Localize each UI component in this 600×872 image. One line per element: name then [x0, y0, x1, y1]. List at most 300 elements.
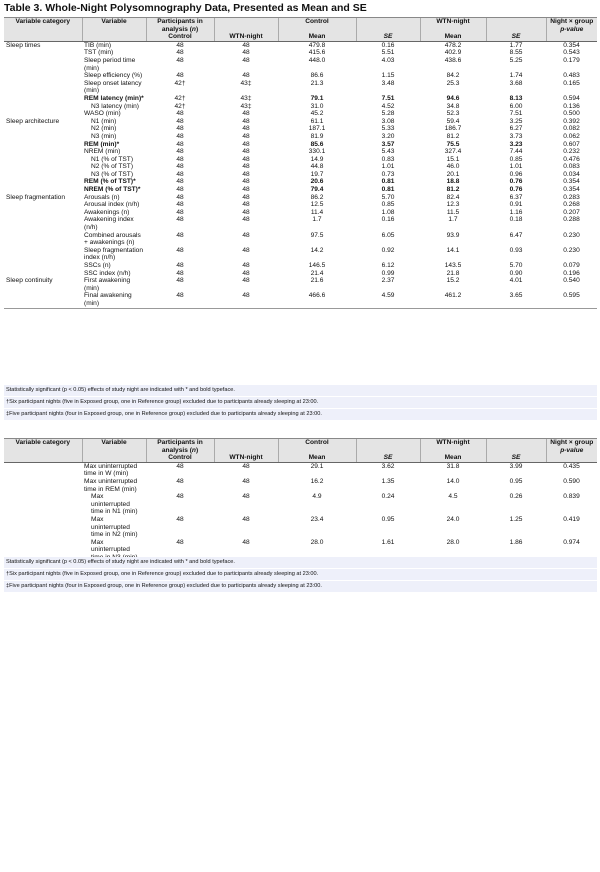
control-mean-cell: 31.0 — [310, 102, 324, 110]
variable-cell: Awakening index (n/h) — [84, 216, 134, 232]
table-row — [4, 178, 597, 186]
control-mean-cell: 448.0 — [308, 56, 326, 64]
wtn-mean-cell: 94.6 — [446, 94, 460, 102]
wtn-se-cell: 7.51 — [509, 110, 523, 118]
table2-body — [4, 462, 597, 562]
n-control-cell: 42† — [174, 94, 186, 102]
variable-cell: N1 (% of TST) — [91, 155, 134, 163]
header-control: Control — [278, 18, 356, 34]
p-value-cell: 0.607 — [563, 140, 580, 148]
p-value-cell: 0.034 — [563, 170, 580, 178]
p-value-cell: 0.136 — [563, 102, 580, 110]
control-mean-cell: 79.4 — [310, 186, 324, 194]
table-row — [4, 478, 597, 493]
n-control-cell: 48 — [176, 72, 184, 80]
subheader-control-mean: Mean — [278, 454, 356, 462]
variable-category-cell — [4, 209, 82, 217]
wtn-se-cell: 1.77 — [509, 41, 523, 49]
p-value-cell: 0.354 — [563, 41, 580, 49]
control-mean-cell: 21.6 — [310, 277, 324, 285]
n-wtn-cell: 48 — [242, 231, 250, 239]
subheader-wtn-night: WTN-night — [214, 454, 278, 462]
table-row — [4, 49, 597, 57]
wtn-se-cell: 3.73 — [509, 132, 523, 140]
n-control-cell: 48 — [176, 117, 184, 125]
control-se-cell: 5.28 — [381, 110, 395, 118]
wtn-se-cell: 0.93 — [509, 246, 523, 254]
control-mean-cell: 86.6 — [310, 72, 324, 80]
control-mean-cell: 20.6 — [310, 178, 324, 186]
variable-cell: TST (min) — [84, 49, 114, 57]
table-row — [4, 262, 597, 270]
wtn-se-cell: 1.25 — [509, 515, 523, 523]
variable-category-cell — [4, 72, 82, 80]
p-value-cell: 0.500 — [563, 110, 580, 118]
variable-cell: First awakening (min) — [84, 277, 131, 292]
variable-category-cell — [4, 95, 82, 103]
wtn-mean-cell: 11.5 — [446, 208, 460, 216]
control-mean-cell: 81.9 — [310, 132, 324, 140]
n-wtn-cell: 48 — [242, 140, 250, 148]
n-control-cell: 48 — [176, 170, 184, 178]
table-row — [4, 141, 597, 149]
control-se-cell: 1.35 — [381, 477, 395, 485]
wtn-mean-cell: 24.0 — [446, 515, 460, 523]
wtn-mean-cell: 327.4 — [444, 148, 462, 156]
n-wtn-cell: 48 — [242, 41, 250, 49]
n-wtn-cell: 48 — [242, 170, 250, 178]
n-control-cell: 48 — [176, 201, 184, 209]
wtn-mean-cell: 1.7 — [448, 216, 458, 224]
variable-cell: N2 (min) — [91, 125, 117, 133]
variable-cell: Sleep fragmentation index (n/h) — [84, 246, 144, 262]
variable-category-cell: Sleep times — [6, 41, 41, 49]
p-value-cell: 0.179 — [563, 56, 580, 64]
n-wtn-cell: 43‡ — [240, 94, 252, 102]
control-mean-cell: 12.5 — [310, 201, 324, 209]
n-wtn-cell: 48 — [242, 155, 250, 163]
wtn-se-cell: 0.26 — [509, 493, 523, 501]
p-value-cell: 0.268 — [563, 201, 580, 209]
n-wtn-cell: 43‡ — [240, 79, 252, 87]
header-blank — [356, 18, 420, 34]
table-row — [4, 270, 597, 278]
n-control-cell: 48 — [176, 155, 184, 163]
variable-category-cell — [4, 292, 82, 308]
n-wtn-cell: 48 — [242, 515, 250, 523]
control-mean-cell: 21.3 — [310, 79, 324, 87]
wtn-se-cell: 3.99 — [509, 462, 523, 470]
footnote-significance: Statistically significant (p < 0.05) effects of study night are indicated with * and bold typeface. — [4, 557, 597, 568]
control-mean-cell: 29.1 — [310, 462, 324, 470]
control-mean-cell: 21.4 — [310, 269, 324, 277]
wtn-se-cell: 6.37 — [509, 193, 523, 201]
table-row — [4, 133, 597, 141]
control-mean-cell: 14.2 — [310, 246, 324, 254]
control-mean-cell: 23.4 — [310, 515, 324, 523]
header-variable-category: Variable category — [4, 18, 82, 34]
wtn-mean-cell: 46.0 — [446, 163, 460, 171]
n-control-cell: 48 — [176, 148, 184, 156]
n-wtn-cell: 48 — [242, 56, 250, 64]
variable-cell: Combined arousals + awakenings (n) — [84, 231, 141, 247]
n-control-cell: 48 — [176, 56, 184, 64]
n-wtn-cell: 48 — [242, 262, 250, 269]
variable-category-cell — [4, 462, 82, 478]
wtn-mean-cell: 478.2 — [444, 41, 462, 49]
wtn-mean-cell: 14.1 — [446, 246, 460, 254]
table-row — [4, 72, 597, 80]
control-se-cell: 1.08 — [381, 208, 395, 216]
n-control-cell: 48 — [176, 132, 184, 140]
variable-cell: REM latency (min)* — [84, 94, 144, 102]
control-se-cell: 5.51 — [381, 49, 395, 57]
table-row — [4, 103, 597, 111]
p-value-cell: 0.590 — [563, 477, 580, 485]
wtn-mean-cell: 14.0 — [446, 477, 460, 485]
header-participants: Participants in analysis (n) — [146, 439, 214, 455]
header-control: Control — [278, 439, 356, 455]
control-se-cell: 0.99 — [381, 269, 395, 277]
variable-cell: Max uninterrupted time in W (min) — [84, 462, 138, 478]
control-mean-cell: 85.6 — [310, 140, 324, 148]
subheader-blank — [82, 454, 146, 462]
wtn-se-cell: 5.70 — [509, 262, 523, 269]
n-control-cell: 48 — [176, 277, 184, 285]
footnote-double-dagger: ‡Five participant nights (four in Exposed group, one in Reference group) excluded due to participants already sleeping at 23:00. — [4, 581, 597, 592]
control-se-cell: 5.43 — [381, 148, 395, 156]
control-se-cell: 2.37 — [381, 277, 395, 285]
control-mean-cell: 330.1 — [308, 148, 326, 156]
header-row — [4, 18, 597, 34]
wtn-se-cell: 0.85 — [509, 155, 523, 163]
control-se-cell: 4.52 — [381, 102, 395, 110]
wtn-mean-cell: 81.2 — [446, 186, 460, 194]
variable-category-cell — [4, 232, 82, 247]
p-value-cell: 0.230 — [563, 246, 580, 254]
subheader-blank — [82, 33, 146, 41]
table-row — [4, 171, 597, 179]
p-value-cell: 0.082 — [563, 125, 580, 133]
variable-cell: NREM (min) — [84, 148, 121, 156]
table-title: Table 3. Whole-Night Polysomnography Data, Presented as Mean and SE — [4, 2, 367, 14]
header-variable: Variable — [82, 18, 146, 34]
variable-category-cell — [4, 247, 82, 262]
control-se-cell: 1.15 — [381, 72, 395, 80]
variable-category-cell — [4, 516, 82, 539]
control-se-cell: 6.05 — [381, 231, 395, 239]
control-mean-cell: 1.7 — [312, 216, 322, 224]
n-control-cell: 48 — [176, 477, 184, 485]
control-mean-cell: 28.0 — [278, 539, 356, 562]
variable-cell: Final awakening (min) — [82, 292, 146, 308]
n-wtn-cell: 48 — [242, 72, 250, 80]
table-row — [4, 201, 597, 209]
control-mean-cell: 19.7 — [310, 170, 324, 178]
table-row — [4, 232, 597, 247]
wtn-mean-cell: 31.8 — [446, 462, 460, 470]
header-blank — [486, 439, 546, 455]
variable-category-cell: Sleep continuity — [6, 277, 53, 285]
header-blank — [214, 18, 278, 34]
variable-category-cell — [4, 493, 82, 516]
n-control-cell: 48 — [176, 493, 184, 501]
table-row — [4, 95, 597, 103]
p-value-cell: 0.196 — [563, 269, 580, 277]
header-blank — [486, 18, 546, 34]
p-value-cell: 0.232 — [563, 148, 580, 156]
table-row — [4, 292, 597, 308]
wtn-mean-cell: 25.3 — [446, 79, 460, 87]
variable-category-cell — [4, 270, 82, 278]
n-control-cell: 48 — [176, 262, 184, 269]
wtn-mean-cell: 12.3 — [446, 201, 460, 209]
wtn-se-cell: 6.47 — [509, 231, 523, 239]
p-value-cell: 0.540 — [563, 277, 580, 285]
n-control-cell: 42† — [174, 102, 186, 110]
control-mean-cell: 4.9 — [312, 493, 322, 501]
footnote-dagger: †Six participant nights (five in Exposed group, one in Reference group) excluded due to participants already sleeping at 23:00. — [4, 569, 597, 580]
variable-category-cell — [4, 478, 82, 493]
n-control-cell: 48 — [176, 193, 184, 201]
wtn-se-cell: 0.18 — [509, 216, 523, 224]
n-control-cell: 48 — [176, 110, 184, 118]
variable-cell: SSCs (n) — [84, 262, 111, 269]
n-wtn-cell: 48 — [214, 539, 278, 562]
table-row — [4, 462, 597, 478]
control-se-cell: 4.03 — [381, 56, 395, 64]
wtn-se-cell: 0.76 — [509, 178, 523, 186]
wtn-se-cell: 6.27 — [509, 125, 523, 133]
p-value-cell: 0.354 — [563, 178, 580, 186]
n-wtn-cell: 48 — [242, 117, 250, 125]
header-row — [4, 439, 597, 455]
n-control-cell: 48 — [176, 41, 184, 49]
wtn-mean-cell: 20.1 — [446, 170, 460, 178]
control-se-cell: 0.16 — [381, 41, 395, 49]
p-value-cell: 0.595 — [546, 292, 597, 308]
wtn-se-cell: 0.90 — [509, 269, 523, 277]
control-se-cell: 0.92 — [381, 246, 395, 254]
control-se-cell: 7.51 — [381, 94, 395, 102]
variable-category-cell — [4, 57, 82, 72]
variable-category-cell — [4, 163, 82, 171]
variable-category-cell — [4, 49, 82, 57]
n-control-cell: 48 — [176, 49, 184, 57]
header-blank — [214, 439, 278, 455]
n-wtn-cell: 48 — [242, 462, 250, 470]
n-control-cell: 42† — [174, 79, 186, 87]
variable-cell: NREM (% of TST)* — [84, 186, 141, 194]
control-se-cell: 0.85 — [381, 201, 395, 209]
p-value-cell: 0.207 — [563, 208, 580, 216]
table2-footnotes — [4, 557, 597, 593]
table1-body — [4, 41, 597, 308]
table-row — [4, 57, 597, 72]
header-variable-category: Variable category — [4, 439, 82, 455]
n-control-cell: 48 — [176, 163, 184, 171]
wtn-se-cell: 8.55 — [509, 49, 523, 57]
wtn-se-cell: 7.44 — [509, 148, 523, 156]
subheader-control-se: SE — [356, 454, 420, 462]
variable-category-cell — [4, 133, 82, 141]
wtn-se-cell: 8.13 — [509, 94, 523, 102]
control-se-cell: 3.48 — [381, 79, 395, 87]
n-wtn-cell: 48 — [242, 178, 250, 186]
header-wtn-night: WTN-night — [420, 18, 486, 34]
n-wtn-cell: 48 — [242, 125, 250, 133]
variable-category-cell — [4, 141, 82, 149]
variable-cell: Max uninterrupted time in N2 (min) — [91, 515, 138, 539]
variable-cell: REM (% of TST)* — [84, 178, 136, 186]
header-variable: Variable — [82, 439, 146, 455]
control-mean-cell: 79.1 — [310, 94, 324, 102]
wtn-se-cell: 3.65 — [486, 292, 546, 308]
table-row — [4, 247, 597, 262]
p-value-cell: 0.288 — [563, 216, 580, 224]
p-value-cell: 0.083 — [563, 163, 580, 171]
control-mean-cell: 187.1 — [308, 125, 326, 133]
variable-category-cell — [4, 103, 82, 111]
control-mean-cell: 97.5 — [310, 231, 324, 239]
wtn-mean-cell: 143.5 — [444, 262, 462, 269]
control-se-cell: 3.20 — [381, 132, 395, 140]
wtn-se-cell: 5.25 — [509, 56, 523, 64]
wtn-mean-cell: 52.3 — [446, 110, 460, 118]
wtn-mean-cell: 461.2 — [420, 292, 486, 308]
wtn-mean-cell: 4.5 — [448, 493, 458, 501]
p-value-cell: 0.062 — [563, 132, 580, 140]
wtn-se-cell: 1.74 — [509, 72, 523, 80]
control-se-cell: 3.62 — [381, 462, 395, 470]
wtn-mean-cell: 438.6 — [444, 56, 462, 64]
p-value-cell: 0.974 — [546, 539, 597, 562]
variable-cell: Arousal index (n/h) — [84, 201, 140, 209]
control-mean-cell: 11.4 — [310, 208, 324, 216]
table-row — [4, 194, 597, 202]
control-se-cell: 6.12 — [381, 262, 395, 269]
control-se-cell: 0.81 — [381, 178, 395, 186]
n-control-cell: 48 — [176, 125, 184, 133]
footnote-dagger: †Six participant nights (five in Exposed group, one in Reference group) excluded due to participants already sleeping at 23:00. — [4, 397, 597, 408]
n-control-cell: 48 — [176, 140, 184, 148]
n-control-cell: 48 — [176, 208, 184, 216]
wtn-mean-cell: 15.1 — [446, 155, 460, 163]
wtn-se-cell: 3.23 — [509, 140, 523, 148]
variable-cell: SSC index (n/h) — [84, 269, 131, 277]
p-value-cell: 0.435 — [563, 462, 580, 470]
n-control-cell: 48 — [176, 231, 184, 239]
variable-category-cell: Sleep fragmentation — [6, 193, 66, 201]
control-mean-cell: 45.2 — [310, 110, 324, 118]
wtn-se-cell: 1.01 — [509, 163, 523, 171]
n-wtn-cell: 48 — [242, 193, 250, 201]
n-wtn-cell: 48 — [242, 246, 250, 254]
wtn-se-cell: 1.86 — [486, 539, 546, 562]
variable-cell: Awakenings (n) — [84, 208, 130, 216]
n-control-cell: 48 — [176, 186, 184, 194]
variable-cell: TIB (min) — [84, 41, 112, 49]
control-mean-cell: 61.1 — [310, 117, 324, 125]
variable-cell: Max uninterrupted time in REM (min) — [84, 477, 138, 493]
p-value-cell: 0.594 — [563, 94, 580, 102]
control-mean-cell: 44.8 — [310, 163, 324, 171]
wtn-se-cell: 6.00 — [509, 102, 523, 110]
p-value-cell: 0.079 — [563, 262, 580, 269]
variable-category-cell — [4, 148, 82, 156]
table-row — [4, 186, 597, 194]
control-se-cell: 0.73 — [381, 170, 395, 178]
subheader-row — [4, 454, 597, 462]
variable-cell: Max uninterrupted — [82, 539, 146, 562]
control-se-cell: 0.24 — [381, 493, 395, 501]
variable-category-cell — [4, 216, 82, 231]
table-row — [4, 216, 597, 231]
n-control-cell: 48 — [176, 269, 184, 277]
n-wtn-cell: 48 — [242, 163, 250, 171]
variable-category-cell — [4, 262, 82, 270]
wtn-se-cell: 0.95 — [509, 477, 523, 485]
p-value-cell: 0.483 — [563, 72, 580, 80]
control-mean-cell: 16.2 — [310, 477, 324, 485]
n-wtn-cell: 48 — [242, 208, 250, 216]
n-wtn-cell: 48 — [242, 132, 250, 140]
n-control-cell: 48 — [146, 292, 214, 308]
n-wtn-cell: 48 — [242, 493, 250, 501]
variable-cell: Sleep onset latency (min) — [84, 79, 142, 95]
n-wtn-cell: 43‡ — [240, 102, 252, 110]
control-se-cell: 1.61 — [356, 539, 420, 562]
control-se-cell: 1.01 — [381, 163, 395, 171]
table1-footnotes — [4, 385, 597, 421]
variable-cell: N3 latency (min) — [91, 102, 140, 110]
p-value-cell: 0.165 — [563, 79, 580, 87]
control-se-cell: 5.70 — [381, 193, 395, 201]
wtn-mean-cell: 93.9 — [446, 231, 460, 239]
n-control-cell: 48 — [176, 178, 184, 186]
table-row — [4, 110, 597, 118]
header-participants: Participants in analysis (n) — [146, 18, 214, 34]
variable-category-cell — [4, 80, 82, 95]
n-wtn-cell: 48 — [242, 216, 250, 224]
header-wtn-night: WTN-night — [420, 439, 486, 455]
n-wtn-cell: 48 — [242, 269, 250, 277]
variable-cell: WASO (min) — [84, 110, 121, 118]
variable-cell: N1 (min) — [91, 117, 117, 125]
table-row — [4, 148, 597, 156]
header-night-group: Night × group p-value — [546, 439, 597, 455]
variable-category-cell — [4, 110, 82, 118]
p-value-cell: 0.476 — [563, 155, 580, 163]
subheader-control-se: SE — [356, 33, 420, 41]
table-row — [4, 163, 597, 171]
n-control-cell: 48 — [176, 462, 184, 470]
footnote-double-dagger: ‡Five participant nights (four in Exposed group, one in Reference group) excluded due to participants already sleeping at 23:00. — [4, 409, 597, 420]
control-se-cell: 3.57 — [381, 140, 395, 148]
wtn-se-cell: 1.16 — [509, 208, 523, 216]
table-row — [4, 277, 597, 292]
n-wtn-cell: 48 — [242, 49, 250, 57]
table-row — [4, 209, 597, 217]
wtn-se-cell: 3.25 — [509, 117, 523, 125]
p-value-cell: 0.543 — [563, 49, 580, 57]
control-se-cell: 3.08 — [381, 117, 395, 125]
n-control-cell: 48 — [146, 539, 214, 562]
table-row — [4, 516, 597, 539]
wtn-se-cell: 0.91 — [509, 201, 523, 209]
wtn-mean-cell: 34.8 — [446, 102, 460, 110]
n-wtn-cell: 48 — [214, 292, 278, 308]
